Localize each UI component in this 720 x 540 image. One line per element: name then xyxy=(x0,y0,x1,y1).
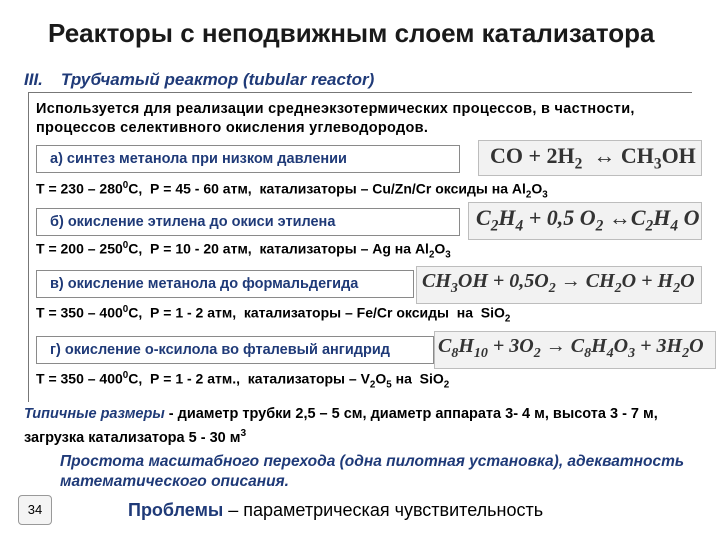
item-b-label: б) окисление этилена до окиси этилена xyxy=(50,214,336,230)
section-number: III. xyxy=(24,70,43,89)
item-b-equation: $C_2H_4 + 0,5$ $O_2$ $\leftrightarrow C_2H_4$ O xyxy=(476,205,700,235)
page-number: 34 xyxy=(18,495,52,525)
intro-text: Используется для реализации среднеэкзотермических процессов, в частности, процессов селективного окисления углеводородов. xyxy=(36,101,635,136)
item-a-equation: CO + $2H_2$ ↔ $CH_3OH$ xyxy=(490,143,696,173)
item-a-conditions: $Т = 230 - 280^0С$, Р = 45 - 60 атм, катализаторы – Cu/Zn/Cr оксиды на $Al_2O_3$ xyxy=(36,180,548,201)
item-c-conditions: $Т = 350 - 400^0С$, Р = 1 - 2 атм, катализаторы – Fe/Cr оксиды на SiO$_2$ xyxy=(36,304,511,325)
problems-text: – параметрическая чувствительность xyxy=(223,500,544,520)
problems-line xyxy=(128,500,543,521)
typical-sizes: Типичные размеры - диаметр трубки 2,5 – 5 см, диаметр аппарата 3- 4 м, высота 3 - 7 м, загрузка катализатора 5 - 30 $м^3$ xyxy=(24,406,658,446)
typical-sizes-label: Типичные размеры xyxy=(24,406,165,422)
section-label: Трубчатый реактор (tubular reactor) xyxy=(60,70,375,89)
item-c-label: в) окисление метанола до формальдегида xyxy=(50,276,359,292)
item-c-equation: $CH_3OH + 0,5O_2 \to CH_2O + H_2O$ xyxy=(422,270,695,296)
problems-label: Проблемы xyxy=(128,500,224,520)
note-text: Простота масштабного перехода (одна пилотная установка), адекватность математического описания. xyxy=(60,453,685,490)
section-heading xyxy=(24,70,374,90)
item-d-conditions: $Т = 350 - 400^0С$, Р = 1 - 2 атм., катализаторы – $V_2O_5$ на SiO$_2$ xyxy=(36,370,450,391)
item-b-conditions: $Т = 200 - 250^0С$, Р = 10 - 20 атм, катализаторы – Ag на $Al_2O_3$ xyxy=(36,240,451,261)
page-title: Реакторы с неподвижным слоем катализатора xyxy=(48,18,655,48)
item-d-label: г) окисление о-ксилола во фталевый ангидрид xyxy=(50,342,390,358)
item-a-label: а) синтез метанола при низком давлении xyxy=(50,151,347,167)
item-d-equation: $C_8H_{10} + 3O_2 \to C_8H_4O_3 + 3H_2O$ xyxy=(438,335,704,361)
